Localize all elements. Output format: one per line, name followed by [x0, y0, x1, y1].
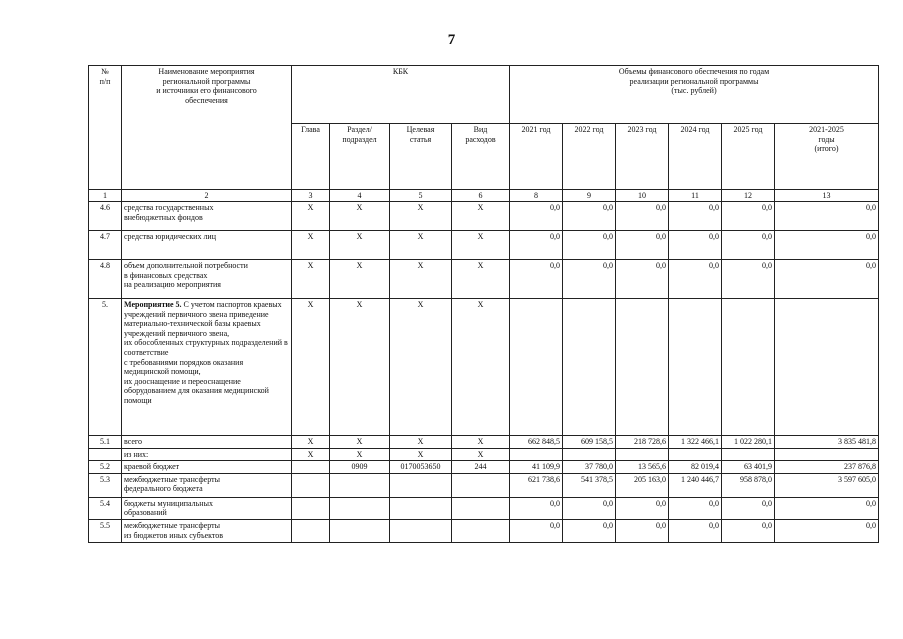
row-2021: 0,0 [510, 202, 563, 231]
row-2021: 0,0 [510, 519, 563, 542]
row-2023: 205 163,0 [616, 473, 669, 497]
row-razdel: Х [330, 231, 390, 260]
row-total: 237 876,8 [775, 461, 879, 474]
row-total: 0,0 [775, 231, 879, 260]
table-row [89, 473, 879, 497]
row-glava: Х [292, 231, 330, 260]
row-2022 [563, 299, 616, 436]
row-vid: Х [452, 231, 510, 260]
row-2022: 0,0 [563, 202, 616, 231]
table-row [89, 299, 879, 436]
col-number: 2 [122, 190, 292, 202]
row-vid: Х [452, 299, 510, 436]
row-name: объем дополнительной потребности в финансовых средствах на реализацию мероприятия [122, 260, 292, 299]
row-razdel: Х [330, 202, 390, 231]
col-number: 3 [292, 190, 330, 202]
row-2023 [616, 299, 669, 436]
row-2024: 0,0 [669, 260, 722, 299]
row-name: краевой бюджет [122, 461, 292, 474]
row-glava: Х [292, 436, 330, 449]
row-2024: 0,0 [669, 202, 722, 231]
row-num: 5.5 [89, 519, 122, 542]
col-number: 11 [669, 190, 722, 202]
header-2024: 2024 год [669, 124, 722, 190]
row-glava [292, 497, 330, 519]
row-razdel: Х [330, 448, 390, 461]
row-num: 4.7 [89, 231, 122, 260]
row-2021: 0,0 [510, 260, 563, 299]
table-row [89, 519, 879, 542]
table-row [89, 436, 879, 449]
row-2024 [669, 299, 722, 436]
row-razdel [330, 473, 390, 497]
header-name: Наименование мероприятия региональной программы и источники его финансового обеспечения [122, 66, 292, 190]
row-name: всего [122, 436, 292, 449]
header-2023: 2023 год [616, 124, 669, 190]
row-glava: Х [292, 260, 330, 299]
row-2025: 0,0 [722, 260, 775, 299]
row-2025: 0,0 [722, 202, 775, 231]
row-vid: Х [452, 436, 510, 449]
header-vid: Вид расходов [452, 124, 510, 190]
row-statya: Х [390, 436, 452, 449]
row-2024: 1 322 466,1 [669, 436, 722, 449]
row-2025 [722, 448, 775, 461]
row-2024: 1 240 446,7 [669, 473, 722, 497]
row-glava [292, 461, 330, 474]
row-name: из них: [122, 448, 292, 461]
row-statya: Х [390, 299, 452, 436]
row-vid: 244 [452, 461, 510, 474]
budget-table [88, 65, 879, 543]
row-2022: 0,0 [563, 519, 616, 542]
row-name: средства государственных внебюджетных фондов [122, 202, 292, 231]
row-total: 0,0 [775, 260, 879, 299]
col-number: 13 [775, 190, 879, 202]
table-row [89, 260, 879, 299]
row-total: 0,0 [775, 497, 879, 519]
column-number-row [89, 190, 879, 202]
row-2022: 0,0 [563, 260, 616, 299]
row-2025: 1 022 280,1 [722, 436, 775, 449]
table-row [89, 461, 879, 474]
row-2022 [563, 448, 616, 461]
row-razdel: 0909 [330, 461, 390, 474]
row-num: 5.2 [89, 461, 122, 474]
row-2021: 41 109,9 [510, 461, 563, 474]
row-statya [390, 519, 452, 542]
table-row [89, 202, 879, 231]
row-2021: 0,0 [510, 231, 563, 260]
col-number: 10 [616, 190, 669, 202]
col-number: 9 [563, 190, 616, 202]
row-total [775, 299, 879, 436]
row-2022: 541 378,5 [563, 473, 616, 497]
row-razdel [330, 519, 390, 542]
header-num: № п/п [89, 66, 122, 190]
row-vid [452, 519, 510, 542]
row-statya: 0170053650 [390, 461, 452, 474]
col-number: 1 [89, 190, 122, 202]
row-glava: Х [292, 299, 330, 436]
row-2024: 0,0 [669, 231, 722, 260]
row-glava [292, 473, 330, 497]
row-num: 5.3 [89, 473, 122, 497]
row-2021 [510, 299, 563, 436]
row-name: межбюджетные трансферты федерального бюджета [122, 473, 292, 497]
col-number: 4 [330, 190, 390, 202]
header-glava: Глава [292, 124, 330, 190]
row-2024: 0,0 [669, 519, 722, 542]
row-razdel: Х [330, 299, 390, 436]
table-row [89, 231, 879, 260]
row-num [89, 448, 122, 461]
row-num: 5. [89, 299, 122, 436]
row-num: 4.8 [89, 260, 122, 299]
row-2023: 0,0 [616, 202, 669, 231]
col-number: 8 [510, 190, 563, 202]
header-razdel: Раздел/ подраздел [330, 124, 390, 190]
row-2023: 0,0 [616, 260, 669, 299]
row-2023: 0,0 [616, 497, 669, 519]
row-total: 0,0 [775, 202, 879, 231]
row-2021: 0,0 [510, 497, 563, 519]
col-number: 12 [722, 190, 775, 202]
measure-title: Мероприятие 5. [124, 300, 182, 309]
row-2022: 609 158,5 [563, 436, 616, 449]
header-total: 2021-2025 годы (итого) [775, 124, 879, 190]
row-2024: 82 019,4 [669, 461, 722, 474]
row-2023: 13 565,6 [616, 461, 669, 474]
row-2022: 37 780,0 [563, 461, 616, 474]
row-2023: 0,0 [616, 231, 669, 260]
page-number: 7 [447, 32, 456, 48]
row-name: межбюджетные трансферты из бюджетов иных субъектов [122, 519, 292, 542]
header-kbk: КБК [292, 66, 510, 124]
row-2023 [616, 448, 669, 461]
row-2024: 0,0 [669, 497, 722, 519]
row-2021: 621 738,6 [510, 473, 563, 497]
row-vid [452, 473, 510, 497]
row-statya [390, 497, 452, 519]
row-2025: 0,0 [722, 497, 775, 519]
row-2022: 0,0 [563, 497, 616, 519]
row-2023: 0,0 [616, 519, 669, 542]
row-vid [452, 497, 510, 519]
row-name: средства юридических лиц [122, 231, 292, 260]
header-statya: Целевая статья [390, 124, 452, 190]
row-name: бюджеты муниципальных образований [122, 497, 292, 519]
row-glava: Х [292, 448, 330, 461]
row-name [122, 299, 292, 436]
header-2025: 2025 год [722, 124, 775, 190]
table-row [89, 497, 879, 519]
row-2022: 0,0 [563, 231, 616, 260]
row-total: 3 835 481,8 [775, 436, 879, 449]
row-razdel: Х [330, 436, 390, 449]
row-razdel [330, 497, 390, 519]
row-total [775, 448, 879, 461]
row-statya: Х [390, 231, 452, 260]
row-vid: Х [452, 448, 510, 461]
row-statya: Х [390, 202, 452, 231]
row-num: 4.6 [89, 202, 122, 231]
row-2025: 0,0 [722, 231, 775, 260]
table-row [89, 448, 879, 461]
header-2021: 2021 год [510, 124, 563, 190]
row-2024 [669, 448, 722, 461]
row-num: 5.1 [89, 436, 122, 449]
header-2022: 2022 год [563, 124, 616, 190]
row-2023: 218 728,6 [616, 436, 669, 449]
row-2021: 662 848,5 [510, 436, 563, 449]
row-statya: Х [390, 448, 452, 461]
row-2021 [510, 448, 563, 461]
row-statya: Х [390, 260, 452, 299]
col-number: 5 [390, 190, 452, 202]
row-vid: Х [452, 202, 510, 231]
col-number: 6 [452, 190, 510, 202]
row-2025: 0,0 [722, 519, 775, 542]
row-statya [390, 473, 452, 497]
header-volumes: Объемы финансового обеспечения по годам реализации региональной программы (тыс. рублей) [510, 66, 879, 124]
row-total: 3 597 605,0 [775, 473, 879, 497]
row-glava [292, 519, 330, 542]
row-total: 0,0 [775, 519, 879, 542]
row-2025: 958 878,0 [722, 473, 775, 497]
row-2025 [722, 299, 775, 436]
row-2025: 63 401,9 [722, 461, 775, 474]
row-glava: Х [292, 202, 330, 231]
row-vid: Х [452, 260, 510, 299]
measure-description: С учетом паспортов краевых учреждений первичного звена приведение материально-технической базы краевых учреждений первичного звена, их обособленных структурных подразделений в соответствие с требованиями порядков оказания медицинской помощи, их дооснащение и переоснащение оборудованием для оказания медицинской помощи [124, 300, 288, 405]
row-num: 5.4 [89, 497, 122, 519]
row-razdel: Х [330, 260, 390, 299]
